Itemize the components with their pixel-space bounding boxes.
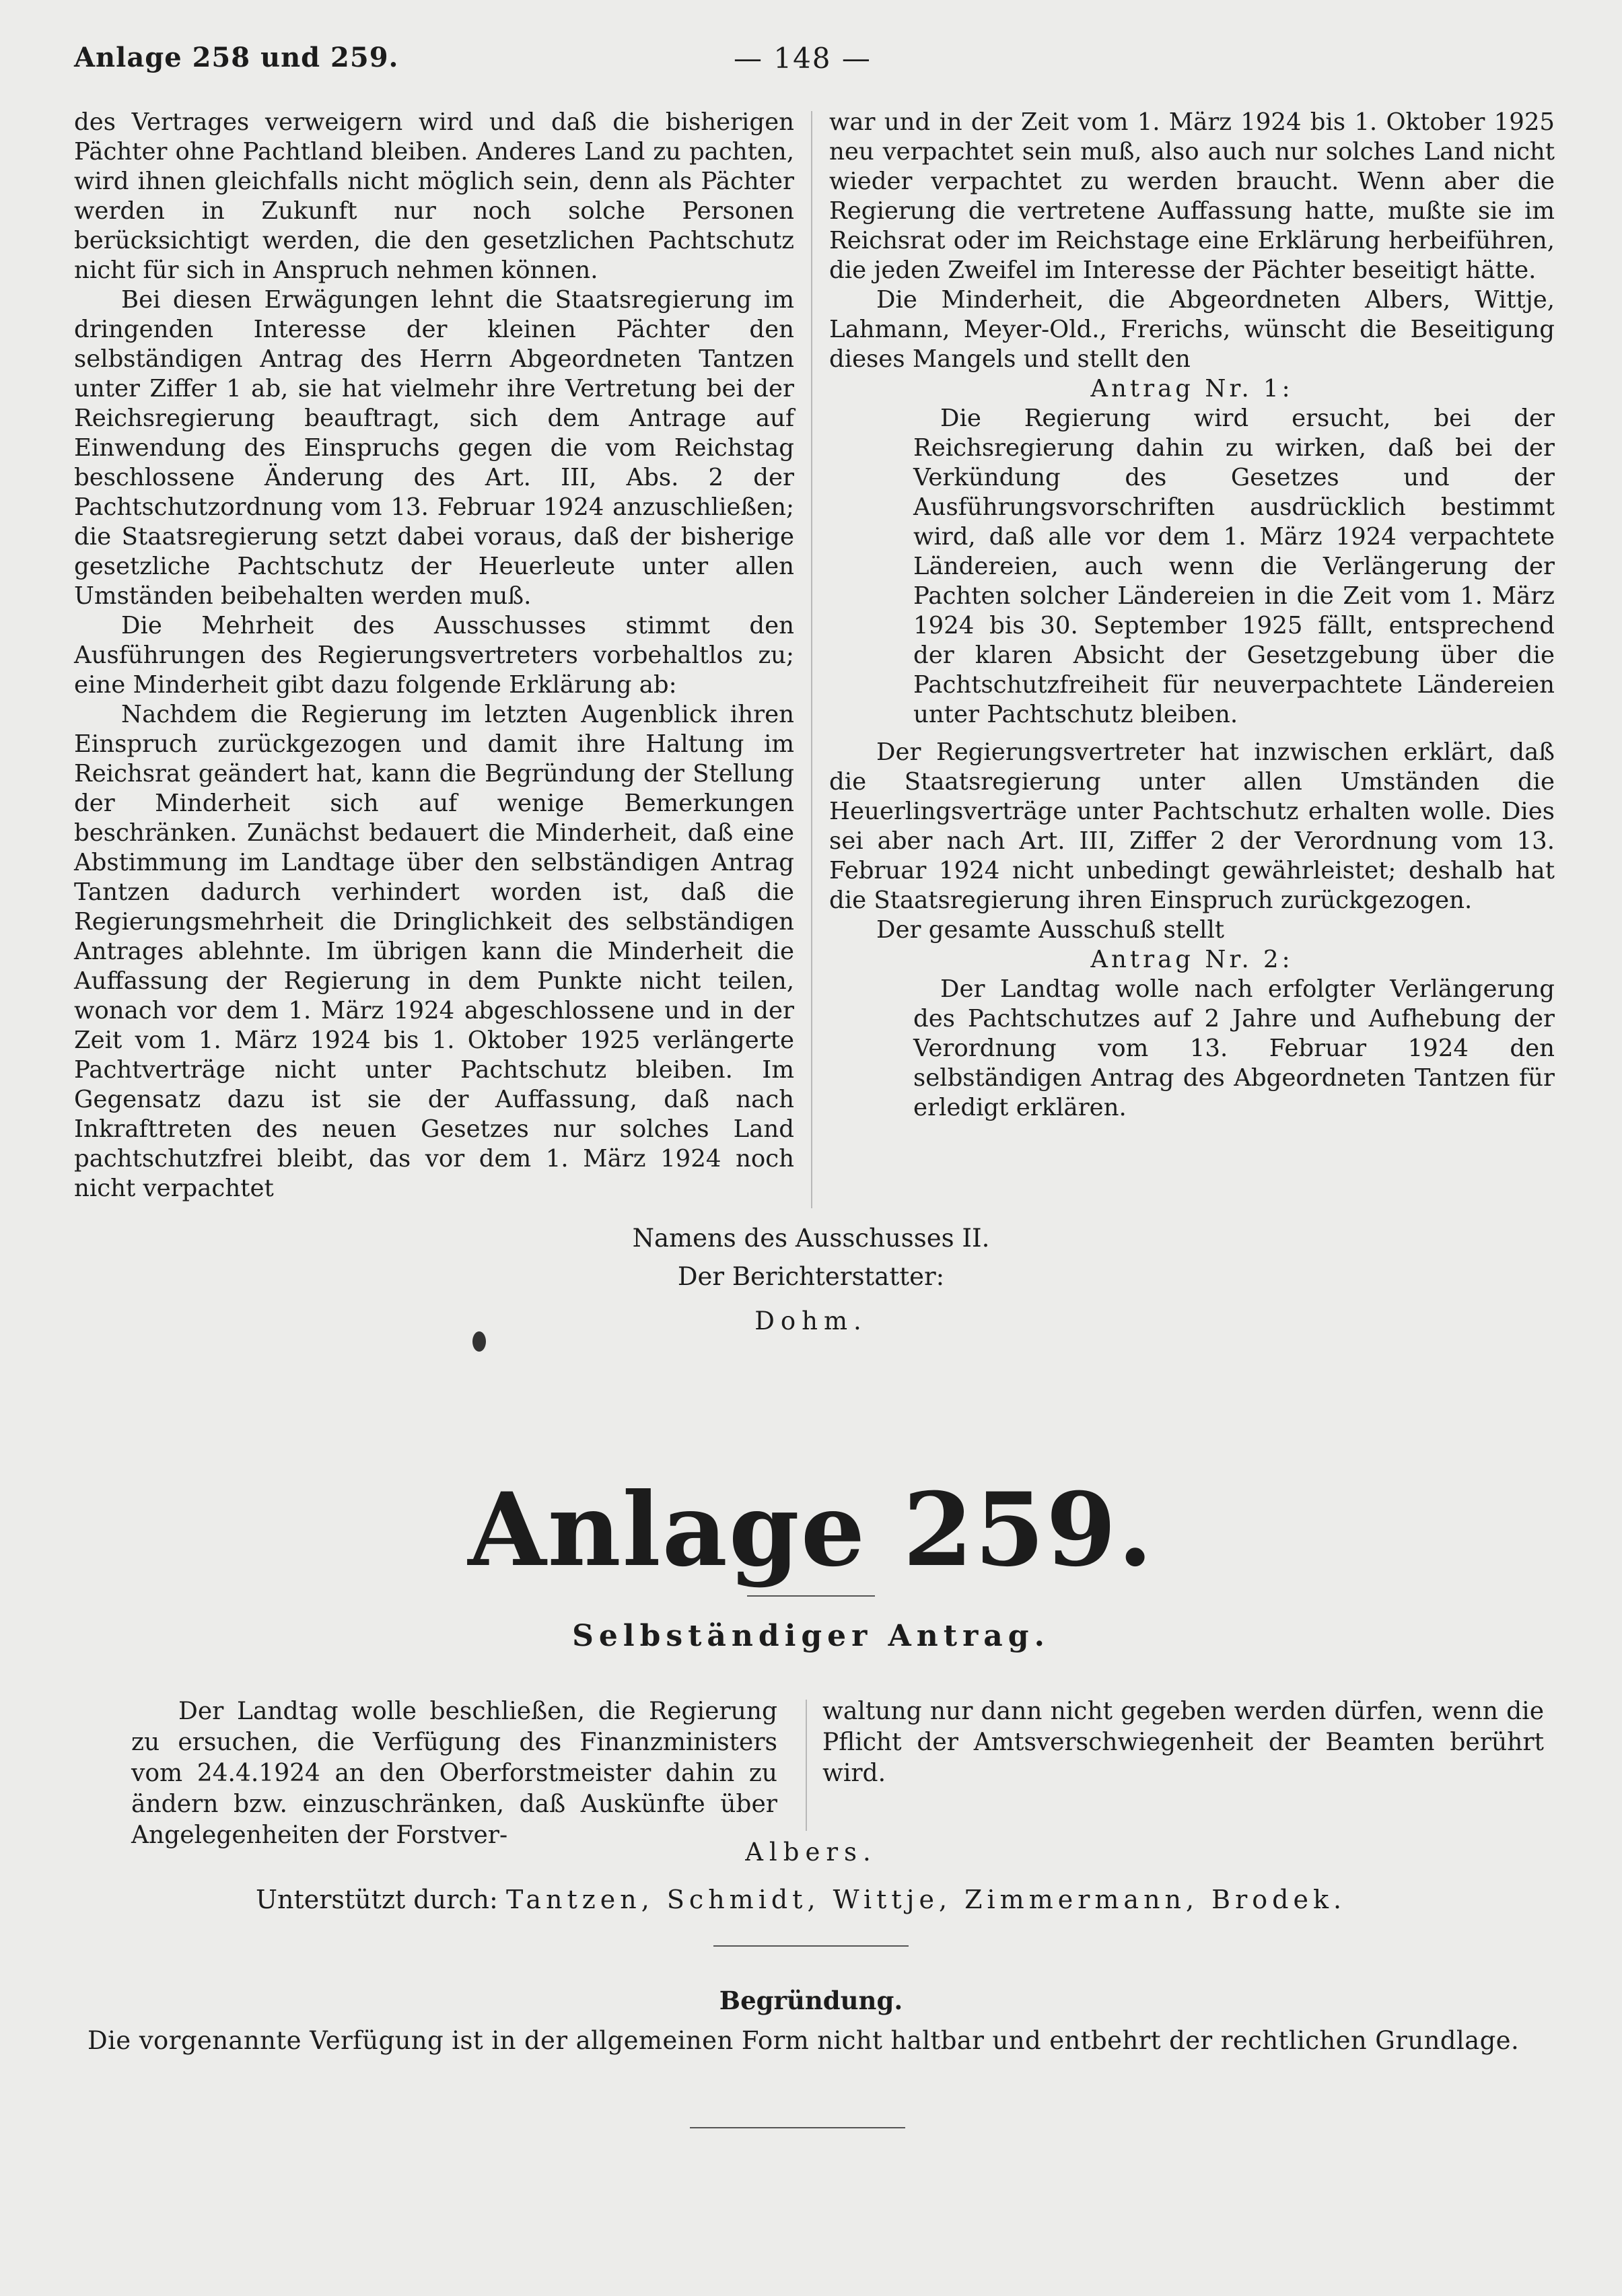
antrag-1-block	[829, 404, 1555, 730]
column-divider	[811, 111, 812, 1208]
reporter-name: Dohm.	[754, 1307, 868, 1335]
paragraph: des Vertrages verweigern wird und daß die bisherigen Pächter ohne Pachtland bleiben. Anderes Land zu pachten, wird ihnen gleichfalls nicht möglich sein, denn als Pächter werden in Zukunft nur noch solche Personen berücksichtigt werden, die den gesetzlichen Pachtschutz nicht für sich in Anspruch nehmen können.	[74, 108, 794, 284]
committee-line: Namens des Ausschusses II.	[632, 1224, 990, 1253]
paragraph: Der Landtag wolle beschließen, die Regierung zu ersuchen, die Verfügung des Finanzministers vom 24.4.1924 an den Oberforstmeister dahin zu ändern bzw. einzuschränken, daß Auskünfte über Angelegenheiten der Forstver-	[131, 1698, 777, 1849]
end-rule	[690, 2127, 905, 2128]
paragraph: Nachdem die Regierung im letzten Augenblick ihren Einspruch zurückgezogen und damit ihre Haltung im Reichsrat geändert hat, kann die Begründung der Stellung der Minderheit sich auf wenige Bemerkungen beschränken. Zunächst bedauert die Minderheit, daß eine Abstimmung im Landtage über den selbständigen Antrag Tantzen dadurch verhindert worden ist, daß die Regierungsmehrheit die Dringlichkeit des selbständigen Antrages ablehnte. Im übrigen kann die Minderheit die Auffassung der Regierung in dem Punkte nicht teilen, wonach vor dem 1. März 1924 abgeschlossene und in der Zeit vom 1. März 1924 bis 1. Oktober 1925 verlängerte Pachtverträge nicht unter Pachtschutz bleiben. Im Gegensatz dazu ist sie der Auffassung, daß nach Inkrafttreten des neuen Gesetzes nur solches Land pachtschutzfrei bleibt, das vor dem 1. März 1924 noch nicht verpachtet	[74, 701, 794, 1202]
supporters-names: Tantzen, Schmidt, Wittje, Zimmermann, Brodek.	[505, 1885, 1347, 1914]
separator-rule	[713, 1945, 909, 1947]
antrag-1-text: Die Regierung wird ersucht, bei der Reichsregierung dahin zu wirken, daß bei der Verkündung des Gesetzes und der Ausführungsvorschriften ausdrücklich bestimmt wird, daß alle vor dem 1. März 1924 verpachtete Ländereien, auch wenn die Verlängerung der Pachten solcher Ländereien in die Zeit vom 1. März 1924 bis 30. September 1925 fällt, entsprechend der klaren Absicht der Gesetzgebung über die Pachtschutzfreiheit für neuverpachtete Ländereien unter Pachtschutz bleiben.	[913, 405, 1555, 728]
paragraph: war und in der Zeit vom 1. März 1924 bis 1. Oktober 1925 neu verpachtet sein muß, also auch nur solches Land nicht wieder verpachtet zu werden braucht. Wenn aber die Regierung die vertretene Auffassung hatte, mußte sie im Reichsrat oder im Reichstage eine Erklärung herbeiführen, die jeden Zweifel im Interesse der Pächter beseitigt hätte.	[829, 108, 1555, 284]
supporters-label: Unterstützt durch:	[256, 1885, 498, 1914]
left-column	[74, 108, 794, 1204]
antrag-2-text: Der Landtag wolle nach erfolgter Verlängerung des Pachtschutzes auf 2 Jahre und Aufhebung der Verordnung vom 13. Februar 1924 den selbständigen Antrag des Abgeordneten Tantzen für erledigt erklären.	[913, 975, 1555, 1121]
antrag-2-block	[829, 975, 1555, 1123]
paragraph: Die Minderheit, die Abgeordneten Albers, Wittje, Lahmann, Meyer-Old., Frerichs, wünscht die Beseitigung dieses Mangels und stellt den	[829, 286, 1555, 373]
reporter-label: Der Berichterstatter:	[677, 1262, 945, 1291]
paragraph: Der Regierungsvertreter hat inzwischen erklärt, daß die Staatsregierung unter allen Umständen die Heuerlingsverträge unter Pachtschutz erhalten wolle. Dies sei aber nach Art. III, Ziffer 2 der Verordnung vom 13. Februar 1924 nicht unbedingt gewährleistet; deshalb hat die Staatsregierung ihren Einspruch zurückgezogen.	[829, 738, 1555, 914]
antrag-2-heading: Antrag Nr. 2:	[1090, 946, 1294, 973]
paragraph: Bei diesen Erwägungen lehnt die Staatsregierung im dringenden Interesse der kleinen Pächter den selbständigen Antrag des Herrn Abgeordneten Tantzen unter Ziffer 1 ab, sie hat vielmehr ihre Vertretung bei der Reichsregierung beauftragt, sich dem Antrage auf Einwendung des Einspruchs gegen die vom Reichstag beschlossene Änderung des Art. III, Abs. 2 der Pachtschutzordnung vom 13. Februar 1924 anzuschließen; die Staatsregierung setzt dabei voraus, daß der bisherige gesetzliche Pachtschutz der Heuerleute unter allen Umständen beibehalten werden muß.	[74, 286, 794, 610]
paragraph: Der gesamte Ausschuß stellt	[876, 916, 1225, 944]
antrag-259-right	[822, 1696, 1544, 1789]
paragraph: waltung nur dann nicht gegeben werden dürfen, wenn die Pflicht der Amtsverschwiegenheit der Beamten berührt wird.	[822, 1698, 1544, 1787]
title-rule	[747, 1595, 875, 1597]
antrag-259-left	[131, 1696, 777, 1851]
ink-blot	[472, 1331, 486, 1352]
section-title: Anlage 259.	[468, 1471, 1154, 1589]
begruendung-heading: Begründung.	[719, 1986, 903, 2015]
page-number: — 148 —	[734, 42, 872, 75]
right-column	[829, 108, 1555, 1123]
section-subtitle: Selbständiger Antrag.	[572, 1619, 1050, 1653]
column-divider	[806, 1700, 807, 1831]
supporters-line	[256, 1885, 1346, 1914]
antrag-1-heading: Antrag Nr. 1:	[1090, 375, 1294, 403]
signer-name: Albers.	[745, 1838, 877, 1867]
paragraph: Die Mehrheit des Ausschusses stimmt den Ausführungen des Regierungsvertreters vorbehaltlos zu; eine Minderheit gibt dazu folgende Erklärung ab:	[74, 612, 794, 699]
running-header: Anlage 258 und 259.	[74, 42, 399, 73]
begruendung-text: Die vorgenannte Verfügung ist in der allgemeinen Form nicht haltbar und entbehrt der rechtlichen Grundlage.	[87, 2026, 1520, 2055]
